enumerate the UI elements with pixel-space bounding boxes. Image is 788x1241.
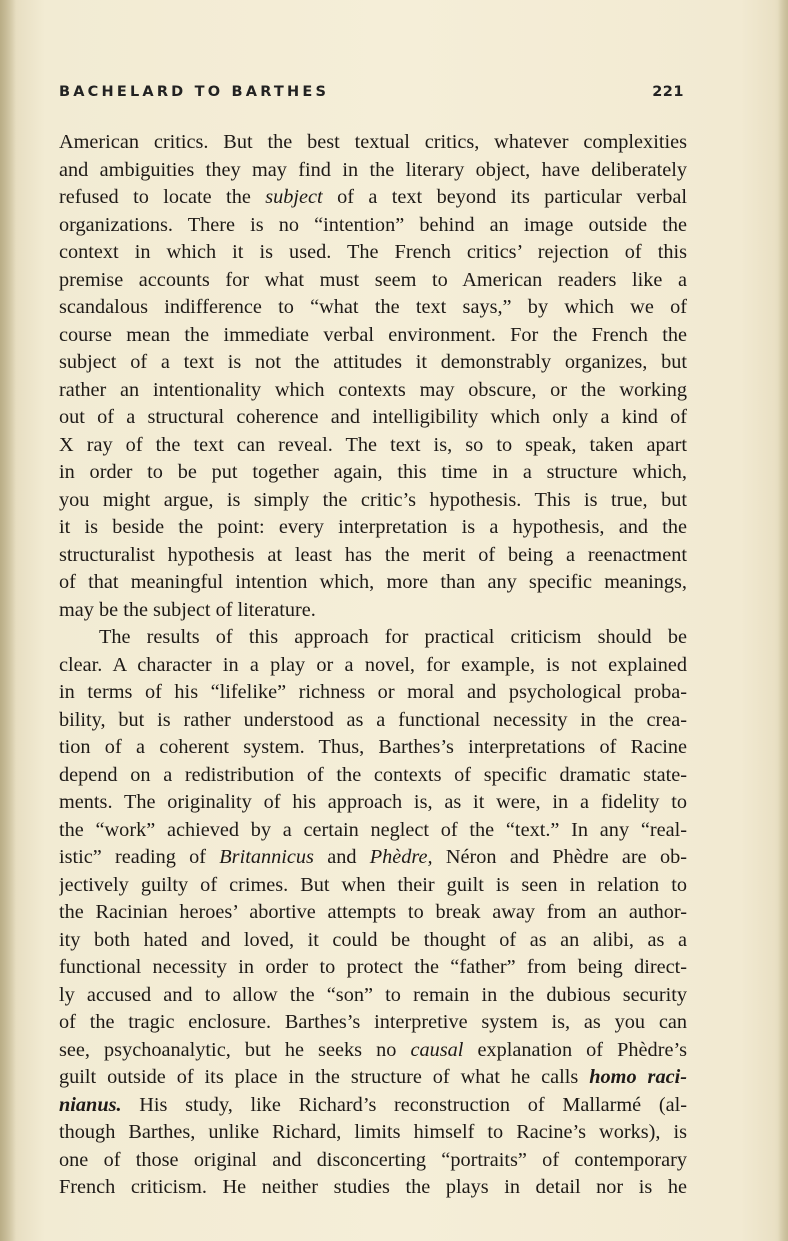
text-run: refused to locate the — [59, 186, 266, 208]
text-run: scandalous indifference to “what the text says,” by which we of — [59, 296, 687, 318]
text-run: istic” reading of — [59, 846, 220, 868]
text-line — [59, 129, 687, 157]
text-line — [59, 1064, 687, 1092]
text-run: ments. The originality of his approach is, as it were, in a fidelity to — [59, 791, 687, 813]
text-run: depend on a redistribution of the contexts of specific dramatic state- — [59, 763, 687, 786]
text-line — [59, 762, 687, 790]
text-run: Phèdre, — [369, 846, 433, 868]
text-run: and ambiguities they may find in the literary object, have deliberately — [59, 158, 687, 181]
text-run: of that meaningful intention which, more than any specific meanings, — [59, 571, 687, 593]
text-line — [59, 1119, 687, 1147]
text-run: may be the subject of literature. — [59, 598, 316, 621]
text-run: The results of this approach for practical criticism should be — [99, 626, 687, 648]
text-run: the “work” achieved by a certain neglect of the “text.” In any “real- — [59, 818, 687, 841]
text-run: His study, like Richard’s reconstruction of Mallarmé (al- — [121, 1093, 687, 1116]
text-line — [59, 899, 687, 927]
text-line — [59, 432, 687, 460]
text-line — [59, 927, 687, 955]
text-line — [59, 459, 687, 487]
text-run: structuralist hypothesis at least has the merit of being a reenactment — [59, 543, 687, 566]
text-run: one of those original and disconcerting “portraits” of contemporary — [59, 1148, 687, 1171]
text-line — [59, 1037, 687, 1065]
body-text — [59, 129, 687, 1202]
text-line — [59, 1092, 687, 1120]
text-run: course mean the immediate verbal environment. For the French the — [59, 323, 687, 346]
text-line — [59, 267, 687, 295]
running-head-title: BACHELARD TO BARTHES — [59, 84, 330, 100]
text-run: though Barthes, unlike Richard, limits himself to Racine’s works), is — [59, 1121, 687, 1143]
text-line — [59, 1009, 687, 1037]
text-run: subject of a text is not the attitudes it demonstrably organizes, but — [59, 351, 687, 373]
text-run: ity both hated and loved, it could be thought of as an alibi, as a — [59, 928, 687, 951]
text-run: explanation of Phèdre’s — [463, 1038, 687, 1061]
text-run: homo raci- — [589, 1066, 687, 1088]
text-line — [59, 349, 687, 377]
text-line — [59, 1174, 687, 1202]
page-number: 221 — [652, 84, 684, 100]
text-run: causal — [410, 1038, 464, 1061]
text-line — [59, 294, 687, 322]
text-line — [59, 734, 687, 762]
text-line — [59, 212, 687, 240]
text-line — [59, 789, 687, 817]
text-line — [59, 542, 687, 570]
text-run: of the tragic enclosure. Barthes’s interpretive system is, as you can — [59, 1011, 687, 1033]
text-run: clear. A character in a play or a novel, for example, is not explained — [59, 653, 687, 676]
text-run: American critics. But the best textual critics, whatever complexities — [59, 131, 687, 153]
text-line — [59, 377, 687, 405]
text-run: it is beside the point: every interpretation is a hypothesis, and the — [59, 516, 687, 538]
page-edge — [778, 0, 788, 1241]
text-line — [59, 184, 687, 212]
text-run: tion of a coherent system. Thus, Barthes’s interpretations of Racine — [59, 736, 687, 758]
text-line — [59, 872, 687, 900]
text-line — [59, 817, 687, 845]
text-run: in order to be put together again, this time in a structure which, — [59, 461, 687, 483]
text-run: the Racinian heroes’ abortive attempts to break away from an author- — [59, 901, 687, 923]
text-run: premise accounts for what must seem to American readers like a — [59, 268, 687, 291]
text-run: X ray of the text can reveal. The text is, so to speak, taken apart — [59, 433, 687, 456]
text-line — [59, 487, 687, 515]
text-run: context in which it is used. The French critics’ rejection of this — [59, 241, 687, 263]
text-run: functional necessity in order to protect the “father” from being direct- — [59, 956, 687, 978]
text-line — [59, 624, 687, 652]
text-run: see, psychoanalytic, but he seeks no — [59, 1038, 411, 1061]
text-run: rather an intentionality which contexts may obscure, or the working — [59, 378, 687, 401]
text-line — [59, 322, 687, 350]
text-line — [59, 954, 687, 982]
text-line — [59, 679, 687, 707]
text-line — [59, 844, 687, 872]
text-run: jectively guilty of crimes. But when their guilt is seen in relation to — [59, 873, 687, 896]
running-head — [59, 84, 686, 108]
text-line — [59, 597, 687, 625]
text-run: bility, but is rather understood as a functional necessity in the crea- — [59, 708, 687, 731]
text-run: Britannicus — [219, 846, 314, 868]
text-run: Néron and Phèdre are ob- — [432, 846, 687, 868]
text-line — [59, 157, 687, 185]
text-run: you might argue, is simply the critic’s hypothesis. This is true, but — [59, 488, 687, 511]
text-line — [59, 652, 687, 680]
text-run: out of a structural coherence and intelligibility which only a kind of — [59, 406, 687, 428]
text-run: guilt outside of its place in the structure of what he calls — [59, 1066, 590, 1088]
text-run: French criticism. He neither studies the plays in detail nor is he — [59, 1176, 687, 1198]
text-run: and — [313, 846, 370, 868]
text-line — [59, 1147, 687, 1175]
text-line — [59, 239, 687, 267]
text-line — [59, 404, 687, 432]
text-line — [59, 982, 687, 1010]
text-run: nianus. — [59, 1093, 122, 1116]
spine-shadow — [0, 0, 16, 1241]
text-run: ly accused and to allow the “son” to remain in the dubious security — [59, 983, 687, 1006]
text-line — [59, 569, 687, 597]
text-line — [59, 514, 687, 542]
text-run: in terms of his “lifelike” richness or moral and psychological proba- — [59, 681, 687, 703]
text-run: subject — [265, 186, 323, 208]
text-run: organizations. There is no “intention” behind an image outside the — [59, 213, 687, 236]
text-line — [59, 707, 687, 735]
text-run: of a text beyond its particular verbal — [322, 186, 687, 208]
